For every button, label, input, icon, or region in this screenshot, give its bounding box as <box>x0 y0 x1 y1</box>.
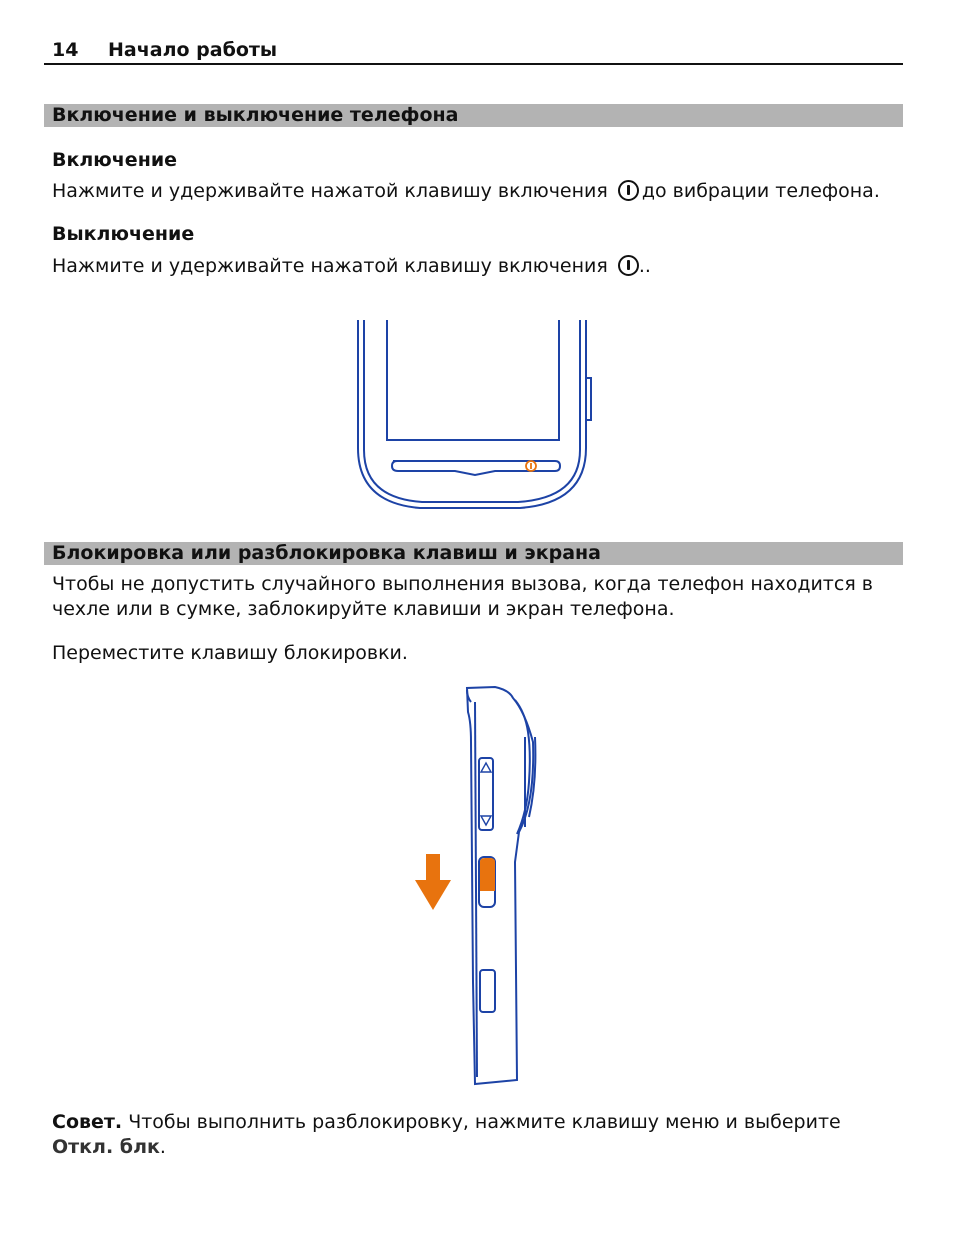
phone-front-illustration <box>350 318 600 518</box>
power-icon <box>618 255 639 276</box>
paragraph-lock-2: Переместите клавишу блокировки. <box>52 642 408 664</box>
paragraph-on: Нажмите и удерживайте нажатой клавишу включения до вибрации телефона. <box>52 180 880 202</box>
page-header <box>44 38 903 65</box>
power-key-icon <box>526 461 536 471</box>
arrow-down-icon <box>415 854 451 910</box>
tip-option: Откл. блк <box>52 1136 160 1158</box>
paragraph-lock-1-line-1: Чтобы не допустить случайного выполнения вызова, когда телефон находится в <box>52 573 873 595</box>
section-heading-lock: Блокировка или разблокировка клавиш и экрана <box>44 542 903 565</box>
paragraph-off: Нажмите и удерживайте нажатой клавишу включения .. <box>52 255 651 277</box>
chapter-title: Начало работы <box>108 39 278 61</box>
tip-line-2: Откл. блк. <box>52 1136 166 1158</box>
power-icon <box>618 180 639 201</box>
page-number: 14 <box>52 39 79 61</box>
lock-switch-icon <box>480 858 495 891</box>
section-heading-power: Включение и выключение телефона <box>44 104 903 127</box>
subheading-off: Выключение <box>52 223 195 245</box>
tip-line-1: Совет. Чтобы выполнить разблокировку, нажмите клавишу меню и выберите <box>52 1111 841 1133</box>
volume-up-icon <box>481 763 491 772</box>
tip-label: Совет. <box>52 1111 123 1133</box>
volume-down-icon <box>481 816 491 825</box>
paragraph-lock-1-line-2: чехле или в сумке, заблокируйте клавиши и экран телефона. <box>52 598 675 620</box>
phone-side-illustration <box>405 682 555 1092</box>
subheading-on: Включение <box>52 149 178 171</box>
